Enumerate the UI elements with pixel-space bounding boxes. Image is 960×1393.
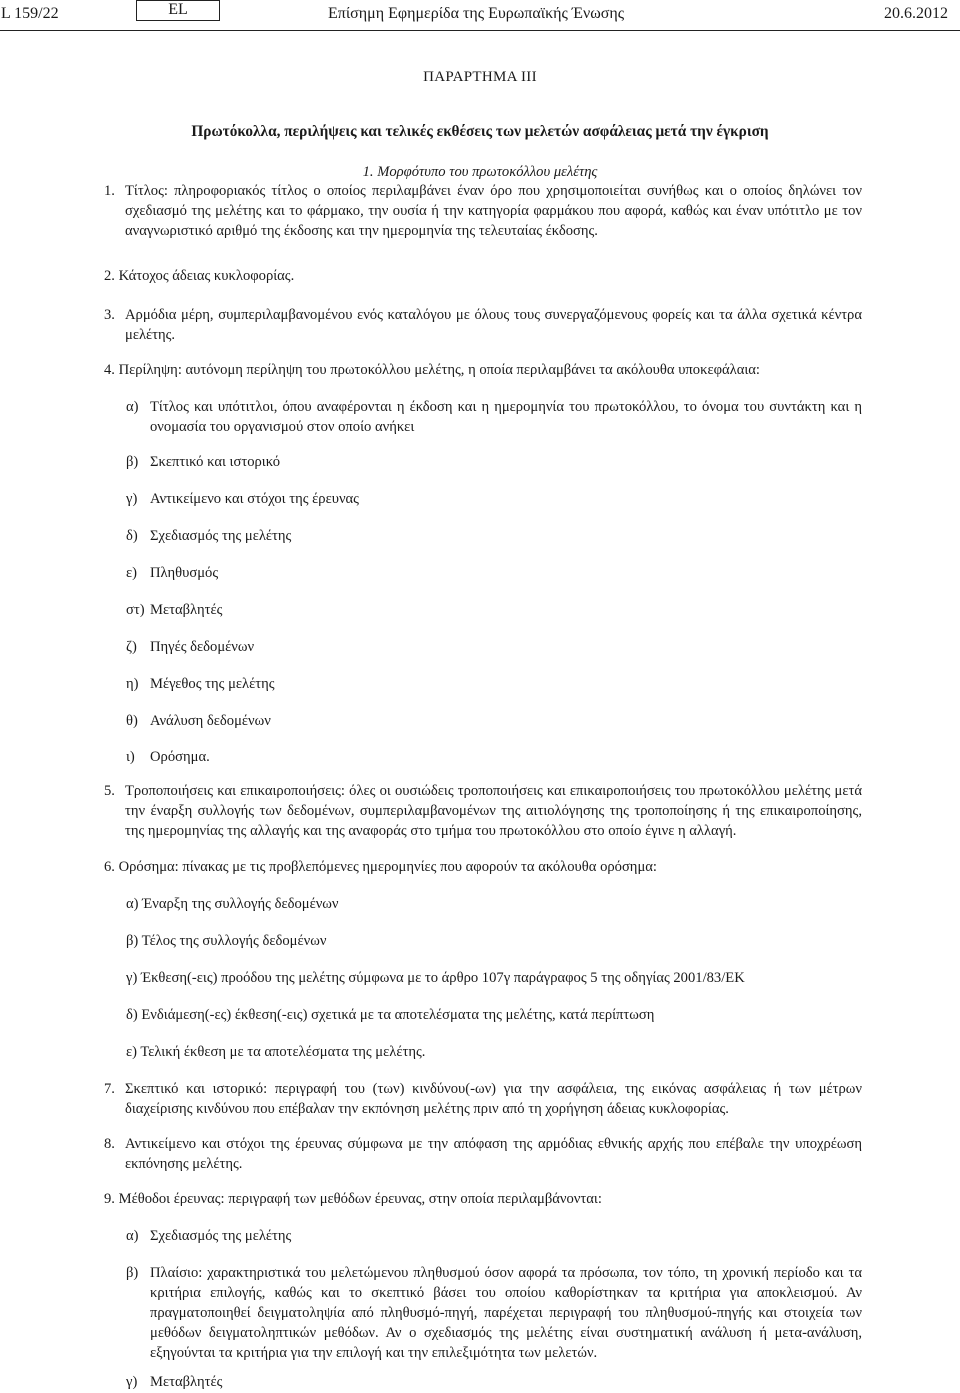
sub-label: α) — [126, 399, 139, 415]
page-reference: L 159/22 — [1, 5, 59, 22]
item-6-sub-a: α) Έναρξη της συλλογής δεδομένων — [126, 896, 339, 912]
item-1 — [104, 181, 862, 241]
item-3 — [104, 305, 862, 345]
sub-text: Πλαίσιο: χαρακτηριστικά του μελετώμενου πληθυσμού όσον αφορά τα πρόσωπα, τον τόπο, τη χρονική περίοδο και τα κριτήρια επιλογής, καθώς και το σκεπτικό βάσει του οποίου καθορίστηκαν τα κριτήρια για αποκλεισμού. Αν πραγματοποιηθεί δειγματοληψία από πληθυσμό-πηγή, παρέχεται περιγραφή του πληθυσμού-πηγής και στοιχεία των μεθόδων δειγματοληπτικών μεθόδων. Αν ο σχεδιασμός της μελέτης είναι συστηματική ανάλυση ή μετα-ανάλυση, εξηγούνται τα κριτήρια για την επιλογή και την επιλεξιμότητα των μελετών. — [150, 1265, 862, 1361]
sub-text: Τίτλος και υπότιτλοι, όπου αναφέρονται η έκδοση και η ημερομηνία του πρωτοκόλλου, το όνομα του συντάκτη και η ονομασία του οργανισμού στον οποίο ανήκει — [150, 399, 862, 435]
publication-date: 20.6.2012 — [884, 5, 948, 22]
item-9-sub-b — [126, 1263, 862, 1363]
item-6-sub-d: δ) Ενδιάμεση(-ες) έκθεση(-εις) σχετικά με τα αποτελέσματα της μελέτης, κατά περίπτωση — [126, 1007, 655, 1023]
item-5 — [104, 781, 862, 841]
item-4-sub-iota — [126, 747, 862, 767]
sub-text: Ανάλυση δεδομένων — [150, 713, 271, 729]
sub-label: γ) — [126, 1374, 138, 1390]
item-text: Σκεπτικό και ιστορικό: περιγραφή του (των) κινδύνου(-ων) για την ασφάλεια, της εικόνας ασφάλειας ή των μέτρων διαχείρισης κινδύνου που επέβαλαν την εκπόνηση μελέτης πριν από τη χορήγηση άδειας κυκλοφορίας. — [125, 1081, 862, 1117]
sub-text: Ορόσημα. — [150, 749, 210, 765]
item-9-sub-c — [126, 1372, 862, 1392]
sub-label: β) — [126, 1265, 139, 1281]
item-6: 6. Ορόσημα: πίνακας με τις προβλεπόμενες ημερομηνίες που αφορούν τα ακόλουθα ορόσημα: — [104, 859, 657, 875]
language-badge: EL — [136, 0, 220, 21]
item-4-sub-st — [126, 600, 862, 620]
item-8 — [104, 1134, 862, 1174]
item-4-sub-i — [126, 674, 862, 694]
sub-label: α) — [126, 1228, 139, 1244]
sub-text: Μεταβλητές — [150, 602, 223, 618]
sub-text: Μεταβλητές — [150, 1374, 223, 1390]
sub-label: β) — [126, 454, 139, 470]
sub-label: γ) — [126, 491, 138, 507]
item-text: Αρμόδια μέρη, συμπεριλαμβανομένου ενός καταλόγου με όλους τους συνεργαζόμενους φορείς και τα άλλα σχετικά κέντρα μελέτης. — [125, 307, 862, 343]
sub-text: Αντικείμενο και στόχοι της έρευνας — [150, 491, 359, 507]
item-text: Τίτλος: πληροφοριακός τίτλος ο οποίος περιλαμβάνει έναν όρο που χρησιμοποιείται συνήθως και ο οποίος δηλώνει τον σχεδιασμό της μελέτης και το φάρμακο, την ουσία ή την κατηγορία φαρμάκου που αφορά, καθώς και έναν υπότιτλο με τον αναγνωριστικό αριθμό της έκδοσης και την ημερομηνία της τελευταίας έκδοσης. — [125, 183, 862, 239]
sub-label: θ) — [126, 713, 138, 729]
sub-text: Σχεδιασμός της μελέτης — [150, 528, 292, 544]
section-subtitle: 1. Μορφότυπο του πρωτοκόλλου μελέτης — [362, 164, 598, 180]
item-number: 1. — [104, 183, 115, 199]
sub-label: δ) — [126, 528, 138, 544]
sub-text: Σχεδιασμός της μελέτης — [150, 1228, 292, 1244]
item-6-sub-b: β) Τέλος της συλλογής δεδομένων — [126, 933, 327, 949]
item-7 — [104, 1079, 862, 1119]
item-4-sub-z — [126, 637, 862, 657]
sub-text: Πηγές δεδομένων — [150, 639, 255, 655]
item-6-sub-e: ε) Τελική έκθεση με τα αποτελέσματα της μελέτης. — [126, 1044, 426, 1060]
sub-text: Σκεπτικό και ιστορικό — [150, 454, 281, 470]
page-header — [0, 0, 960, 31]
item-4-sub-a — [126, 397, 862, 437]
item-4-sub-d — [126, 526, 862, 546]
item-4-sub-th — [126, 711, 862, 731]
item-text: Τροποποιήσεις και επικαιροποιήσεις: όλες οι ουσιώδεις τροποποιήσεις και επικαιροποιήσεις του πρωτοκόλλου μελέτης μετά την έναρξη συλλογής των δεδομένων, συμπεριλαμβανομένων της αιτιολόγησης της τροποποίησης ή της επικαιροποίησης, της ημερομηνίας της αλλαγής και της αναφοράς στο τμήμα του πρωτοκόλλου στο οποίο έγινε η αλλαγή. — [125, 783, 862, 839]
sub-label: ι) — [126, 749, 135, 765]
sub-text: Μέγεθος της μελέτης — [150, 676, 275, 692]
item-text: Αντικείμενο και στόχοι της έρευνας σύμφωνα με την απόφαση της αρμόδιας εθνικής αρχής που επέβαλε την υποχρέωση εκπόνησης μελέτης. — [125, 1136, 862, 1172]
main-title: Πρωτόκολλα, περιλήψεις και τελικές εκθέσεις των μελετών ασφάλειας μετά την έγκριση — [191, 123, 769, 140]
item-4-sub-c — [126, 489, 862, 509]
item-9: 9. Μέθοδοι έρευνας: περιγραφή των μεθόδων έρευνας, στην οποία περιλαμβάνονται: — [104, 1191, 602, 1207]
item-number: 5. — [104, 783, 115, 799]
sub-text: Πληθυσμός — [150, 565, 219, 581]
item-4-sub-e — [126, 563, 862, 583]
sub-label: η) — [126, 676, 139, 692]
item-4-sub-b — [126, 452, 862, 472]
sub-label: στ) — [126, 602, 145, 618]
annex-title: ΠΑΡΑΡΤΗΜΑ ΙΙΙ — [423, 69, 537, 85]
sub-label: ζ) — [126, 639, 137, 655]
item-number: 3. — [104, 307, 115, 323]
item-6-sub-c: γ) Έκθεση(-εις) προόδου της μελέτης σύμφωνα με το άρθρο 107γ παράγραφος 5 της οδηγίας 2001/83/ΕΚ — [126, 970, 745, 986]
item-number: 7. — [104, 1081, 115, 1097]
sub-label: ε) — [126, 565, 137, 581]
item-2: 2. Κάτοχος άδειας κυκλοφορίας. — [104, 268, 295, 284]
item-9-sub-a — [126, 1226, 862, 1246]
journal-title: Επίσημη Εφημερίδα της Ευρωπαϊκής Ένωσης — [328, 5, 625, 22]
item-number: 8. — [104, 1136, 115, 1152]
item-4: 4. Περίληψη: αυτόνομη περίληψη του πρωτοκόλλου μελέτης, η οποία περιλαμβάνει τα ακόλουθα υποκεφάλαια: — [104, 362, 760, 378]
